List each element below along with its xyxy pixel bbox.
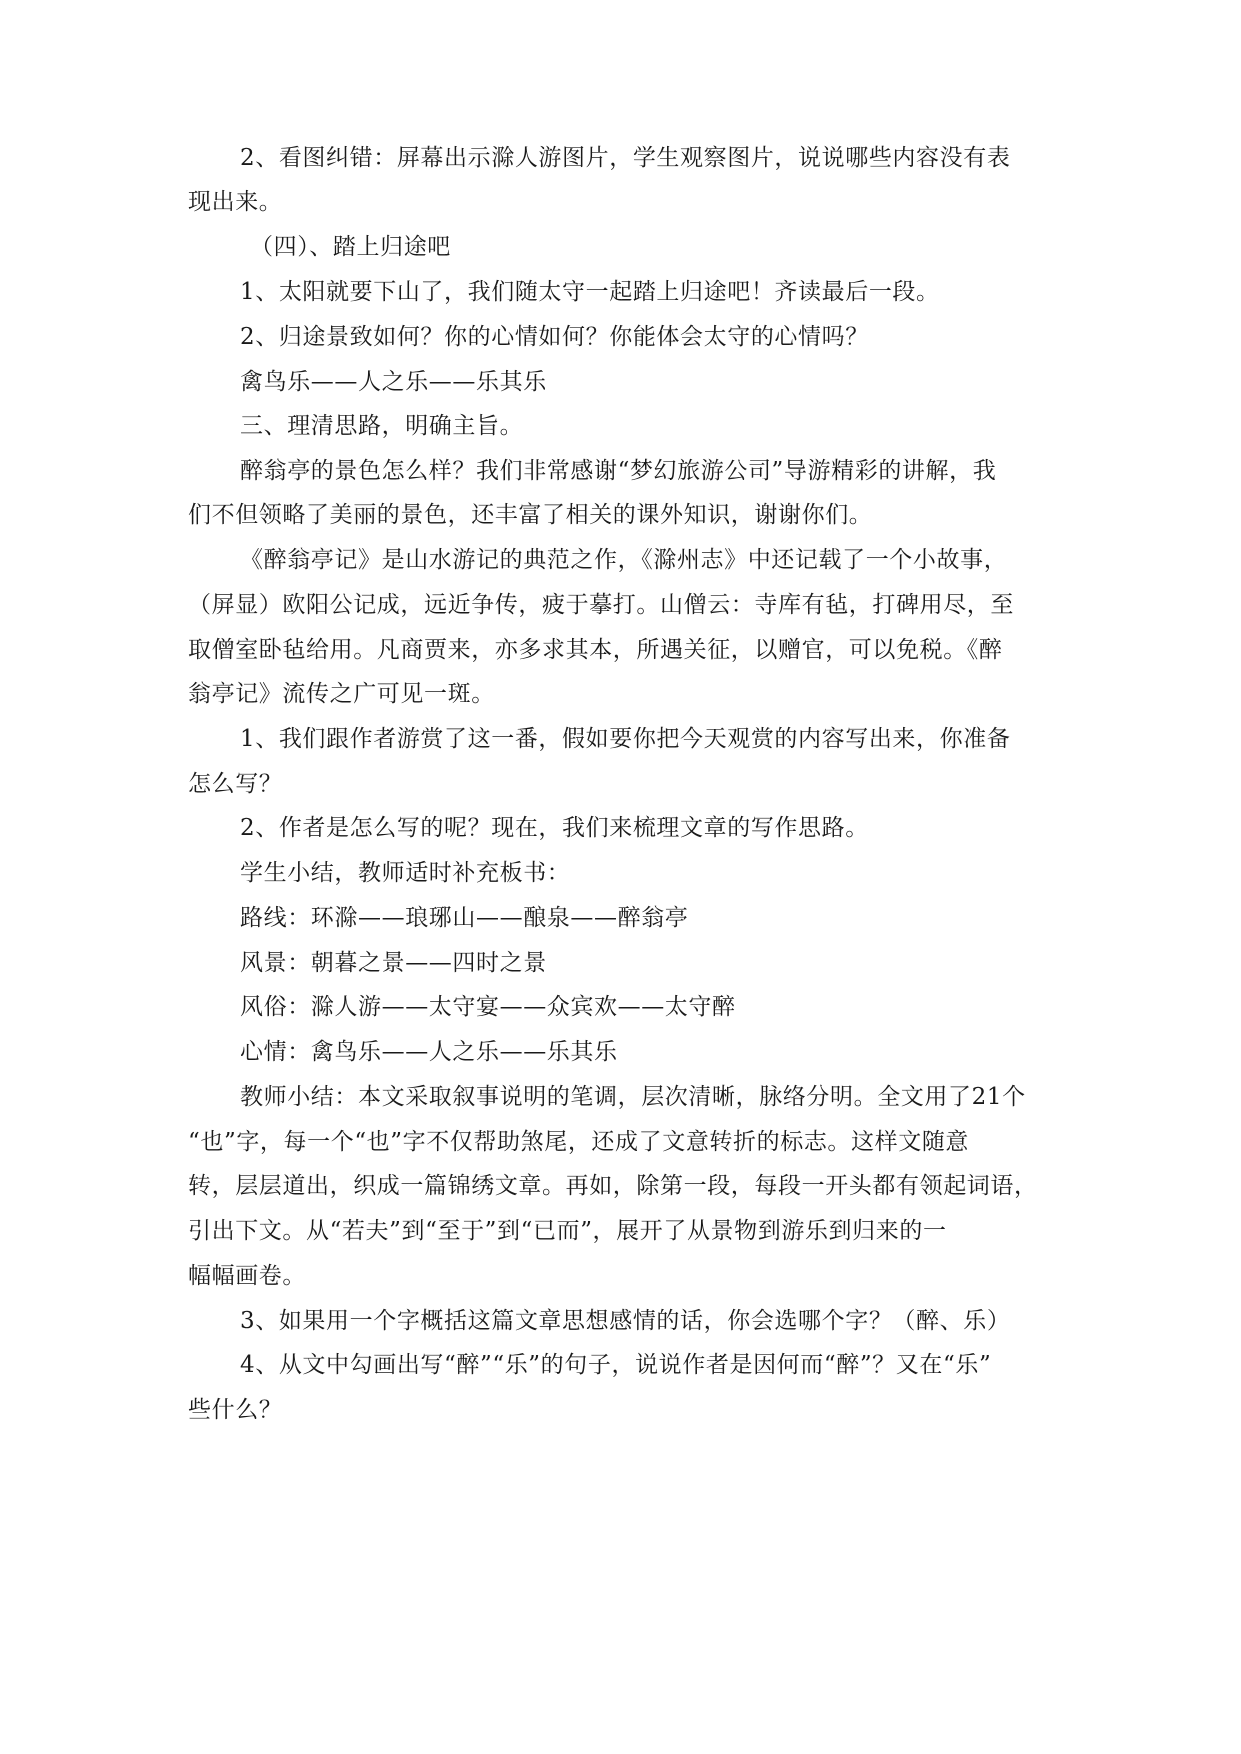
paragraph-line: 翁亭记》流传之广可见一斑。 <box>188 681 495 707</box>
paragraph-line: 1、太阳就要下山了，我们随太守一起踏上归途吧！齐读最后一段。 <box>240 279 940 305</box>
paragraph-line: “也”字，每一个“也”字不仅帮助煞尾，还成了文意转折的标志。这样文随意 <box>188 1129 970 1155</box>
paragraph-line: 引出下文。从“若夫”到“至于”到“已而”，展开了从景物到游乐到归来的一 <box>188 1218 947 1244</box>
paragraph-line: 1、我们跟作者游赏了这一番，假如要你把今天观赏的内容写出来，你准备 <box>240 726 1011 752</box>
paragraph-line: 2、归途景致如何？你的心情如何？你能体会太守的心情吗？ <box>240 324 869 350</box>
board-note-mood: 心情：禽鸟乐——人之乐——乐其乐 <box>240 1039 618 1065</box>
paragraph-line: 现出来。 <box>188 189 283 215</box>
paragraph-line: 转，层层道出，织成一篇锦绣文章。再如，除第一段，每段一开头都有领起词语， <box>188 1173 1038 1199</box>
paragraph-line: 幅幅画卷。 <box>188 1263 306 1289</box>
section-heading: 三、理清思路，明确主旨。 <box>240 413 524 439</box>
paragraph-line: 4、从文中勾画出写“醉”“乐”的句子，说说作者是因何而“醉”？又在“乐” <box>240 1352 992 1378</box>
paragraph-line: 2、看图纠错：屏幕出示滁人游图片，学生观察图片，说说哪些内容没有表 <box>240 145 1011 171</box>
paragraph-line: 学生小结，教师适时补充板书： <box>240 860 571 886</box>
paragraph-line: 取僧室卧毡给用。凡商贾来，亦多求其本，所遇关征，以赠官，可以免税。《醉 <box>188 637 1003 663</box>
board-note-customs: 风俗：滁人游——太守宴——众宾欢——太守醉 <box>240 994 736 1020</box>
paragraph-line: 怎么写？ <box>188 771 283 797</box>
section-heading: （四）、踏上归途吧 <box>250 234 451 260</box>
paragraph-line: 们不但领略了美丽的景色，还丰富了相关的课外知识，谢谢你们。 <box>188 502 873 528</box>
board-note-route: 路线：环滁——琅琊山——酿泉——醉翁亭 <box>240 905 689 931</box>
paragraph-line: 2、作者是怎么写的呢？现在，我们来梳理文章的写作思路。 <box>240 815 869 841</box>
paragraph-line: 醉翁亭的景色怎么样？我们非常感谢“梦幻旅游公司”导游精彩的讲解，我 <box>240 458 997 484</box>
paragraph-line: 《醉翁亭记》是山水游记的典范之作，《滁州志》中还记载了一个小故事， <box>240 547 1008 573</box>
board-note-scenery: 风景：朝暮之景——四时之景 <box>240 950 547 976</box>
paragraph-line: 教师小结：本文采取叙事说明的笔调，层次清晰，脉络分明。全文用了21个 <box>240 1084 1026 1110</box>
paragraph-line: （屏显）欧阳公记成，远近争传，疲于摹打。山僧云：寺库有毡，打碑用尽，至 <box>188 592 1014 618</box>
paragraph-line: 些什么？ <box>188 1397 283 1423</box>
paragraph-line: 禽鸟乐——人之乐——乐其乐 <box>240 369 547 395</box>
paragraph-line: 3、如果用一个字概括这篇文章思想感情的话，你会选哪个字？（醉、乐） <box>240 1308 1011 1334</box>
